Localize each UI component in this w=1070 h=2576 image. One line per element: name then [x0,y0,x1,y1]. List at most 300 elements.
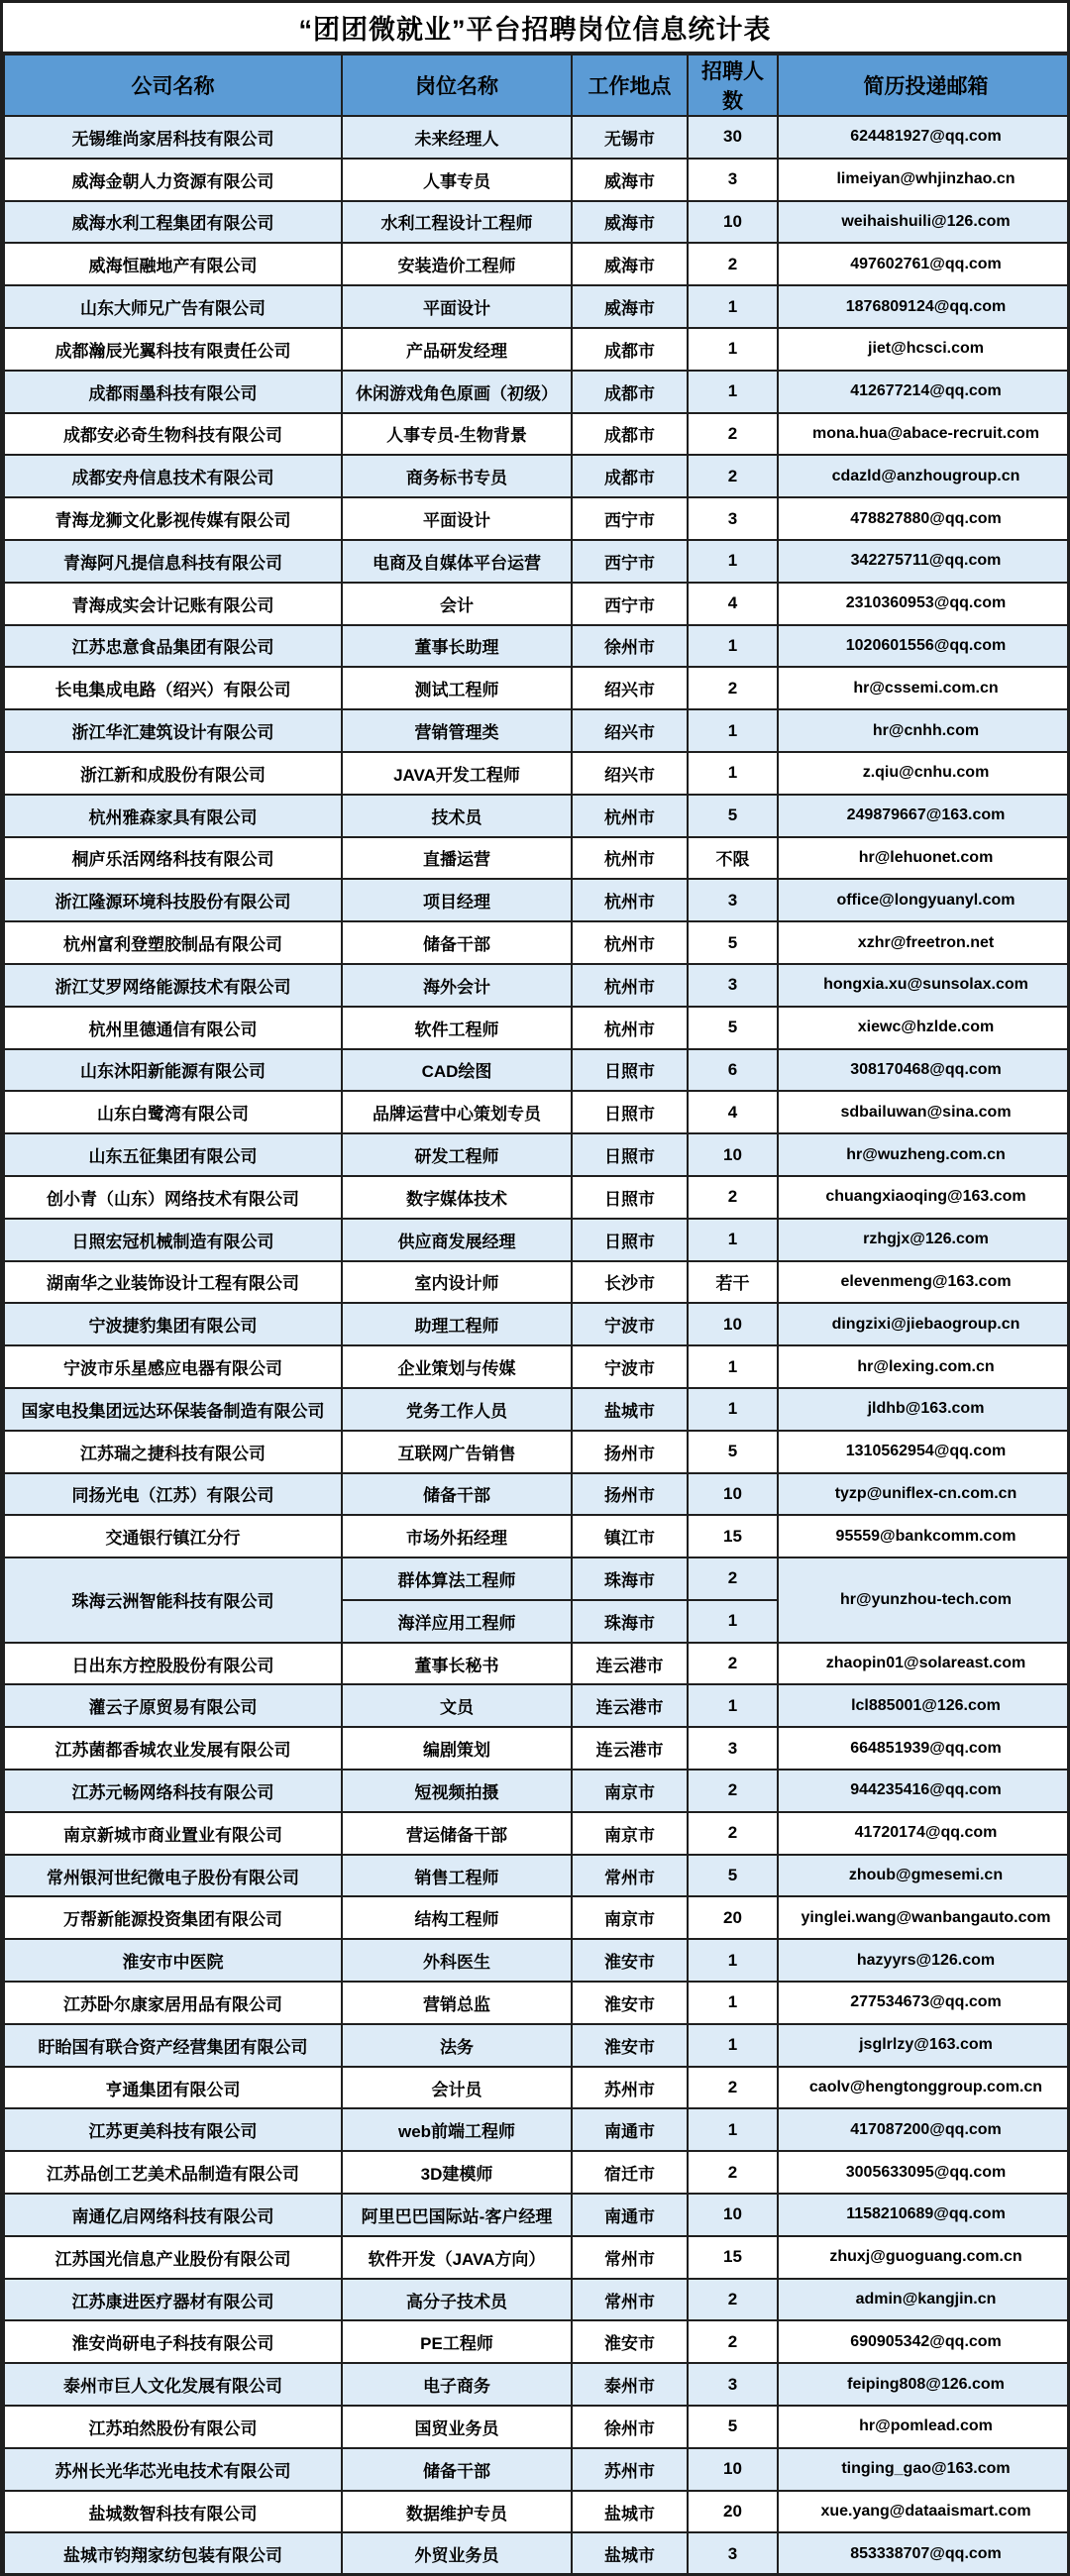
company-cell: 山东白鹭湾有限公司 [4,1091,342,1133]
city-cell: 无锡市 [572,116,688,159]
position-cell: 董事长助理 [342,625,572,668]
email-cell: 1020601556@qq.com [778,625,1070,668]
count-cell: 10 [688,2194,778,2236]
count-cell: 15 [688,2236,778,2279]
position-cell: 室内设计师 [342,1261,572,1304]
city-cell: 南通市 [572,2194,688,2236]
city-cell: 珠海市 [572,1600,688,1643]
company-cell: 江苏卧尔康家居用品有限公司 [4,1982,342,2024]
city-cell: 成都市 [572,413,688,456]
company-cell: 日照宏冠机械制造有限公司 [4,1219,342,1261]
city-cell: 南京市 [572,1770,688,1812]
table-row [4,243,1070,285]
table-row [4,540,1070,583]
city-cell: 长沙市 [572,1261,688,1304]
table-row [4,1133,1070,1176]
email-cell: hongxia.xu@sunsolax.com [778,964,1070,1007]
position-cell: 海外会计 [342,964,572,1007]
count-cell: 5 [688,1007,778,1049]
table-row [4,625,1070,668]
position-cell: 结构工程师 [342,1896,572,1939]
email-cell: jsglrlzy@163.com [778,2024,1070,2067]
email-cell: 497602761@qq.com [778,243,1070,285]
table-row [4,2363,1070,2406]
company-cell: 江苏元畅网络科技有限公司 [4,1770,342,1812]
position-cell: 销售工程师 [342,1855,572,1897]
table-row [4,1007,1070,1049]
email-cell: jldhb@163.com [778,1388,1070,1431]
city-cell: 成都市 [572,371,688,413]
position-cell: 休闲游戏角色原画（初级） [342,371,572,413]
position-cell: 人事专员-生物背景 [342,413,572,456]
city-cell: 西宁市 [572,497,688,540]
table-row [4,752,1070,795]
position-cell: 测试工程师 [342,667,572,709]
company-cell: 浙江新和成股份有限公司 [4,752,342,795]
position-cell: 安装造价工程师 [342,243,572,285]
email-cell: jiet@hcsci.com [778,328,1070,371]
position-cell: 外科医生 [342,1939,572,1982]
email-cell: limeiyan@whjinzhao.cn [778,159,1070,201]
email-cell: elevenmeng@163.com [778,1261,1070,1304]
position-cell: 软件开发（JAVA方向） [342,2236,572,2279]
table-row [4,455,1070,497]
company-cell: 浙江隆源环境科技股份有限公司 [4,879,342,921]
count-cell: 1 [688,540,778,583]
position-cell: 电子商务 [342,2363,572,2406]
table-row [4,116,1070,159]
city-cell: 威海市 [572,243,688,285]
table-row [4,371,1070,413]
city-cell: 杭州市 [572,964,688,1007]
company-cell: 交通银行镇江分行 [4,1515,342,1557]
city-cell: 淮安市 [572,2024,688,2067]
position-cell: 商务标书专员 [342,455,572,497]
position-cell: 法务 [342,2024,572,2067]
email-cell: xzhr@freetron.net [778,921,1070,964]
company-cell: 同扬光电（江苏）有限公司 [4,1473,342,1516]
table-row [4,1431,1070,1473]
company-cell: 湖南华之业装饰设计工程有限公司 [4,1261,342,1304]
position-cell: 营运储备干部 [342,1812,572,1855]
count-cell: 2 [688,2151,778,2194]
page-title: “团团微就业”平台招聘岗位信息统计表 [3,3,1067,54]
count-cell: 2 [688,1770,778,1812]
city-cell: 扬州市 [572,1473,688,1516]
position-cell: 直播运营 [342,837,572,880]
company-cell: 山东大师兄广告有限公司 [4,285,342,328]
company-cell: 宁波市乐星感应电器有限公司 [4,1345,342,1388]
email-cell: feiping808@126.com [778,2363,1070,2406]
position-cell: 文员 [342,1684,572,1727]
count-cell: 2 [688,1643,778,1685]
position-cell: 供应商发展经理 [342,1219,572,1261]
count-cell: 10 [688,2448,778,2491]
count-cell: 20 [688,2491,778,2533]
position-cell: 群体算法工程师 [342,1557,572,1600]
city-cell: 威海市 [572,285,688,328]
city-cell: 日照市 [572,1049,688,1092]
email-cell: dingzixi@jiebaogroup.cn [778,1303,1070,1345]
count-cell: 5 [688,2406,778,2448]
company-cell: 盱眙国有联合资产经营集团有限公司 [4,2024,342,2067]
count-cell: 1 [688,1345,778,1388]
city-cell: 西宁市 [572,540,688,583]
table-row [4,1727,1070,1770]
email-cell: hazyyrs@126.com [778,1939,1070,1982]
city-cell: 盐城市 [572,2532,688,2575]
company-cell: 山东沐阳新能源有限公司 [4,1049,342,1092]
count-cell: 3 [688,879,778,921]
email-cell: xiewc@hzlde.com [778,1007,1070,1049]
city-cell: 威海市 [572,201,688,244]
company-cell: 灌云子原贸易有限公司 [4,1684,342,1727]
email-cell: z.qiu@cnhu.com [778,752,1070,795]
position-cell: 市场外拓经理 [342,1515,572,1557]
email-cell: hr@lexing.com.cn [778,1345,1070,1388]
count-cell: 3 [688,1727,778,1770]
position-cell: 编剧策划 [342,1727,572,1770]
position-cell: 软件工程师 [342,1007,572,1049]
count-cell: 3 [688,964,778,1007]
company-cell: 浙江艾罗网络能源技术有限公司 [4,964,342,1007]
position-cell: 董事长秘书 [342,1643,572,1685]
city-cell: 日照市 [572,1176,688,1219]
table-row [4,1557,1070,1600]
position-cell: 人事专员 [342,159,572,201]
email-cell: hr@pomlead.com [778,2406,1070,2448]
position-cell: 储备干部 [342,1473,572,1516]
table-row [4,1896,1070,1939]
email-cell: hr@yunzhou-tech.com [778,1557,1070,1643]
table-row [4,2194,1070,2236]
company-cell: 浙江华汇建筑设计有限公司 [4,709,342,752]
company-cell: 南京新城市商业置业有限公司 [4,1812,342,1855]
table-row [4,795,1070,837]
email-cell: 478827880@qq.com [778,497,1070,540]
city-cell: 扬州市 [572,1431,688,1473]
company-cell: 淮安市中医院 [4,1939,342,1982]
count-cell: 2 [688,1557,778,1600]
table-row [4,2108,1070,2151]
table-row [4,837,1070,880]
company-cell: 日出东方控股股份有限公司 [4,1643,342,1685]
company-cell: 青海阿凡提信息科技有限公司 [4,540,342,583]
count-cell: 10 [688,1303,778,1345]
company-cell: 亨通集团有限公司 [4,2067,342,2109]
email-cell: 2310360953@qq.com [778,583,1070,625]
table-row [4,159,1070,201]
count-cell: 20 [688,1896,778,1939]
company-cell: 宁波捷豹集团有限公司 [4,1303,342,1345]
count-cell: 15 [688,1515,778,1557]
count-cell: 2 [688,1812,778,1855]
position-cell: JAVA开发工程师 [342,752,572,795]
email-cell: hr@wuzheng.com.cn [778,1133,1070,1176]
email-cell: 249879667@163.com [778,795,1070,837]
position-cell: 平面设计 [342,285,572,328]
city-cell: 西宁市 [572,583,688,625]
city-cell: 杭州市 [572,1007,688,1049]
table-row [4,2491,1070,2533]
city-cell: 徐州市 [572,625,688,668]
company-cell: 威海金朝人力资源有限公司 [4,159,342,201]
table-row [4,879,1070,921]
count-cell: 10 [688,1133,778,1176]
city-cell: 常州市 [572,2279,688,2321]
city-cell: 南通市 [572,2108,688,2151]
job-table [3,54,1070,2576]
email-cell: cdazld@anzhougroup.cn [778,455,1070,497]
company-cell: 无锡维尚家居科技有限公司 [4,116,342,159]
position-cell: 企业策划与传媒 [342,1345,572,1388]
count-cell: 1 [688,2024,778,2067]
email-cell: 1876809124@qq.com [778,285,1070,328]
table-row [4,583,1070,625]
city-cell: 绍兴市 [572,667,688,709]
company-cell: 珠海云洲智能科技有限公司 [4,1557,342,1643]
city-cell: 宁波市 [572,1345,688,1388]
table-row [4,1982,1070,2024]
table-row [4,1643,1070,1685]
company-cell: 成都安必奇生物科技有限公司 [4,413,342,456]
email-cell: 308170468@qq.com [778,1049,1070,1092]
company-cell: 万帮新能源投资集团有限公司 [4,1896,342,1939]
table-row [4,1939,1070,1982]
email-cell: hr@cnhh.com [778,709,1070,752]
table-row [4,1261,1070,1304]
city-cell: 杭州市 [572,921,688,964]
company-cell: 盐城数智科技有限公司 [4,2491,342,2533]
email-cell: zhoub@gmesemi.cn [778,1855,1070,1897]
count-cell: 1 [688,752,778,795]
email-cell: sdbailuwan@sina.com [778,1091,1070,1133]
count-cell: 2 [688,2067,778,2109]
count-cell: 不限 [688,837,778,880]
column-header-company: 公司名称 [4,54,342,116]
company-cell: 江苏瑞之捷科技有限公司 [4,1431,342,1473]
count-cell: 2 [688,455,778,497]
email-cell: rzhgjx@126.com [778,1219,1070,1261]
position-cell: 产品研发经理 [342,328,572,371]
company-cell: 江苏国光信息产业股份有限公司 [4,2236,342,2279]
company-cell: 江苏菌都香城农业发展有限公司 [4,1727,342,1770]
city-cell: 珠海市 [572,1557,688,1600]
count-cell: 1 [688,1219,778,1261]
company-cell: 泰州市巨人文化发展有限公司 [4,2363,342,2406]
table-row [4,2320,1070,2363]
email-cell: 853338707@qq.com [778,2532,1070,2575]
city-cell: 徐州市 [572,2406,688,2448]
count-cell: 1 [688,285,778,328]
company-cell: 国家电投集团远达环保装备制造有限公司 [4,1388,342,1431]
city-cell: 宿迁市 [572,2151,688,2194]
company-cell: 青海成实会计记账有限公司 [4,583,342,625]
table-row [4,497,1070,540]
email-cell: 277534673@qq.com [778,1982,1070,2024]
email-cell: 944235416@qq.com [778,1770,1070,1812]
job-table-body [4,116,1070,2575]
company-cell: 成都安舟信息技术有限公司 [4,455,342,497]
count-cell: 10 [688,201,778,244]
email-cell: 664851939@qq.com [778,1727,1070,1770]
position-cell: 营销管理类 [342,709,572,752]
position-cell: 3D建模师 [342,2151,572,2194]
table-row [4,2448,1070,2491]
company-cell: 威海水利工程集团有限公司 [4,201,342,244]
table-row [4,2279,1070,2321]
table-row [4,1219,1070,1261]
email-cell: 624481927@qq.com [778,116,1070,159]
count-cell: 30 [688,116,778,159]
company-cell: 成都瀚辰光翼科技有限责任公司 [4,328,342,371]
count-cell: 3 [688,2532,778,2575]
city-cell: 盐城市 [572,2491,688,2533]
count-cell: 2 [688,1176,778,1219]
position-cell: 储备干部 [342,921,572,964]
position-cell: 品牌运营中心策划专员 [342,1091,572,1133]
column-header-email: 简历投递邮箱 [778,54,1070,116]
city-cell: 连云港市 [572,1684,688,1727]
count-cell: 1 [688,1600,778,1643]
company-cell: 江苏忠意食品集团有限公司 [4,625,342,668]
table-row [4,2151,1070,2194]
email-cell: mona.hua@abace-recruit.com [778,413,1070,456]
table-row [4,1515,1070,1557]
table-row [4,1388,1070,1431]
table-row [4,1091,1070,1133]
email-cell: 3005633095@qq.com [778,2151,1070,2194]
count-cell: 若干 [688,1261,778,1304]
email-cell: 342275711@qq.com [778,540,1070,583]
company-cell: 淮安尚研电子科技有限公司 [4,2320,342,2363]
position-cell: 数据维护专员 [342,2491,572,2533]
company-cell: 桐庐乐活网络科技有限公司 [4,837,342,880]
table-row [4,1812,1070,1855]
company-cell: 青海龙狮文化影视传媒有限公司 [4,497,342,540]
column-header-position: 岗位名称 [342,54,572,116]
count-cell: 2 [688,667,778,709]
table-row [4,667,1070,709]
position-cell: 营销总监 [342,1982,572,2024]
position-cell: 海洋应用工程师 [342,1600,572,1643]
position-cell: 水利工程设计工程师 [342,201,572,244]
city-cell: 南京市 [572,1896,688,1939]
table-row [4,1303,1070,1345]
position-cell: 数字媒体技术 [342,1176,572,1219]
position-cell: 高分子技术员 [342,2279,572,2321]
city-cell: 日照市 [572,1091,688,1133]
position-cell: 助理工程师 [342,1303,572,1345]
city-cell: 绍兴市 [572,709,688,752]
city-cell: 宁波市 [572,1303,688,1345]
city-cell: 日照市 [572,1133,688,1176]
count-cell: 10 [688,1473,778,1516]
company-cell: 威海恒融地产有限公司 [4,243,342,285]
count-cell: 2 [688,2279,778,2321]
city-cell: 常州市 [572,1855,688,1897]
table-row [4,2236,1070,2279]
email-cell: hr@cssemi.com.cn [778,667,1070,709]
position-cell: 国贸业务员 [342,2406,572,2448]
company-cell: 创小青（山东）网络技术有限公司 [4,1176,342,1219]
email-cell: office@longyuanyl.com [778,879,1070,921]
company-cell: 盐城市钧翔家纺包装有限公司 [4,2532,342,2575]
email-cell: admin@kangjin.cn [778,2279,1070,2321]
city-cell: 南京市 [572,1812,688,1855]
count-cell: 1 [688,328,778,371]
city-cell: 连云港市 [572,1727,688,1770]
count-cell: 3 [688,159,778,201]
email-cell: tyzp@uniflex-cn.com.cn [778,1473,1070,1516]
table-row [4,1770,1070,1812]
city-cell: 绍兴市 [572,752,688,795]
company-cell: 成都雨墨科技有限公司 [4,371,342,413]
email-cell: caolv@hengtonggroup.com.cn [778,2067,1070,2109]
count-cell: 1 [688,371,778,413]
position-cell: 互联网广告销售 [342,1431,572,1473]
table-row [4,285,1070,328]
city-cell: 成都市 [572,328,688,371]
position-cell: web前端工程师 [342,2108,572,2151]
position-cell: 储备干部 [342,2448,572,2491]
table-row [4,413,1070,456]
email-cell: xue.yang@dataaismart.com [778,2491,1070,2533]
company-cell: 江苏康进医疗器材有限公司 [4,2279,342,2321]
email-cell: 417087200@qq.com [778,2108,1070,2151]
city-cell: 日照市 [572,1219,688,1261]
count-cell: 1 [688,625,778,668]
city-cell: 镇江市 [572,1515,688,1557]
position-cell: 短视频拍摄 [342,1770,572,1812]
city-cell: 苏州市 [572,2448,688,2491]
city-cell: 杭州市 [572,795,688,837]
city-cell: 威海市 [572,159,688,201]
position-cell: 会计员 [342,2067,572,2109]
email-cell: 412677214@qq.com [778,371,1070,413]
email-cell: 95559@bankcomm.com [778,1515,1070,1557]
table-row [4,1049,1070,1092]
position-cell: 阿里巴巴国际站-客户经理 [342,2194,572,2236]
position-cell: 会计 [342,583,572,625]
city-cell: 泰州市 [572,2363,688,2406]
position-cell: CAD绘图 [342,1049,572,1092]
city-cell: 苏州市 [572,2067,688,2109]
position-cell: 党务工作人员 [342,1388,572,1431]
position-cell: 平面设计 [342,497,572,540]
company-cell: 杭州里德通信有限公司 [4,1007,342,1049]
count-cell: 3 [688,2363,778,2406]
header-row [4,54,1070,116]
company-cell: 江苏更美科技有限公司 [4,2108,342,2151]
city-cell: 淮安市 [572,1982,688,2024]
column-header-count: 招聘人数 [688,54,778,116]
email-cell: yinglei.wang@wanbangauto.com [778,1896,1070,1939]
email-cell: weihaishuili@126.com [778,201,1070,244]
email-cell: 1158210689@qq.com [778,2194,1070,2236]
email-cell: hr@lehuonet.com [778,837,1070,880]
count-cell: 1 [688,1388,778,1431]
table-row [4,1176,1070,1219]
table-row [4,2067,1070,2109]
position-cell: 研发工程师 [342,1133,572,1176]
position-cell: 外贸业务员 [342,2532,572,2575]
table-row [4,328,1070,371]
position-cell: 项目经理 [342,879,572,921]
count-cell: 2 [688,413,778,456]
company-cell: 常州银河世纪微电子股份有限公司 [4,1855,342,1897]
table-row [4,1855,1070,1897]
